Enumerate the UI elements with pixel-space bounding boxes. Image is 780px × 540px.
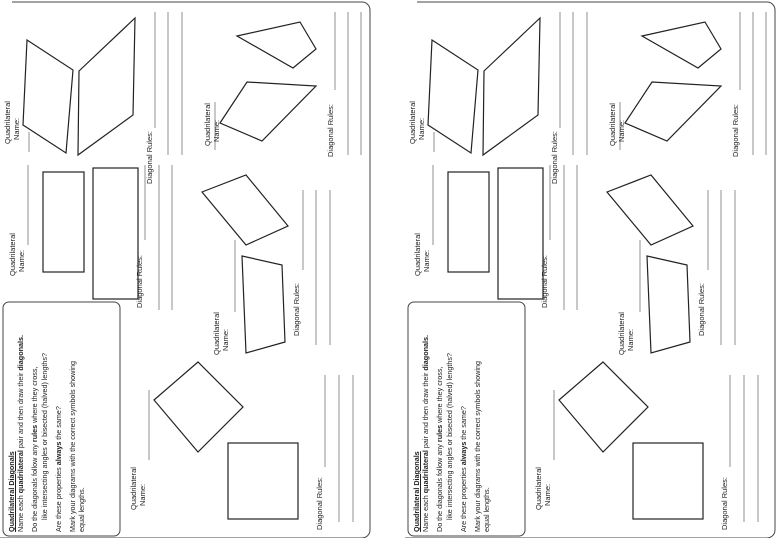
rules-writing-lines (145, 12, 361, 522)
parallelogram-shape (483, 18, 540, 155)
quadrilateral-name-label: Quadrilateral Name: (129, 467, 147, 510)
kite-shape (642, 22, 721, 68)
instructions-text: Quadrilateral Diagonals Name each quadrilateral pair and then draw their diagonals. Do the diagonals follow any rules where they cross, like intersecting angles or bisected (halved) lengths? Are these properties always the same? Mark your diagrams with the correct symbols showing equal lengths. (7, 335, 87, 532)
rectangle-shape (498, 168, 543, 299)
kite-shape (220, 82, 316, 141)
rectangle-shape (43, 172, 84, 272)
square-shape (228, 443, 298, 519)
quadrilateral-name-label: Quadrilateral Name: (8, 233, 26, 276)
instructions-text: Quadrilateral Diagonals Name each quadrilateral pair and then draw their diagonals. Do the diagonals follow any rules where they cross, like intersecting angles or bisected (halved) lengths? Are these properties always the same? Mark your diagrams with the correct symbols showing equal lengths. (412, 335, 492, 532)
square-shape (154, 362, 243, 452)
rectangle-shape (93, 168, 138, 299)
parallelogram-shape (23, 40, 73, 153)
diagonal-rules-label: Diagonal Rules: (135, 255, 144, 308)
rectangle-shape (448, 172, 489, 272)
diagonal-rules-label: Diagonal Rules: (292, 283, 301, 336)
diagonal-rules-label: Diagonal Rules: (315, 477, 324, 530)
diagonal-rules-label: Diagonal Rules: (720, 477, 729, 530)
parallelogram-shape (428, 40, 478, 153)
rhombus-shape (202, 175, 288, 245)
diagonal-rules-label: Diagonal Rules: (326, 104, 335, 157)
quadrilateral-name-label: Quadrilateral Name: (617, 312, 635, 355)
diagonal-rules-label: Diagonal Rules: (697, 283, 706, 336)
square-shape (633, 443, 703, 519)
kite-shape (237, 22, 316, 68)
quadrilateral-name-label: Quadrilateral Name: (413, 233, 431, 276)
quadrilateral-name-label: Quadrilateral Name: (408, 101, 426, 144)
rules-writing-lines (550, 12, 766, 522)
square-shape (559, 362, 648, 452)
quadrilateral-name-label: Quadrilateral Name: (534, 467, 552, 510)
diagonal-rules-label: Diagonal Rules: (540, 255, 549, 308)
trapezium-shape (647, 256, 690, 353)
worksheet-right (405, 0, 778, 538)
diagonal-rules-label: Diagonal Rules: (550, 131, 559, 184)
worksheet-title: Quadrilateral Diagonals (412, 451, 421, 532)
parallelogram-shape (78, 18, 135, 155)
kite-shape (625, 82, 721, 141)
trapezium-shape (242, 256, 285, 353)
worksheet-left (0, 0, 373, 538)
diagonal-rules-label: Diagonal Rules: (145, 131, 154, 184)
quadrilateral-name-label: Quadrilateral Name: (608, 103, 626, 146)
worksheet-title: Quadrilateral Diagonals (7, 451, 16, 532)
rhombus-shape (607, 175, 693, 245)
quadrilateral-name-label: Quadrilateral Name: (3, 101, 21, 144)
quadrilateral-name-label: Quadrilateral Name: (203, 103, 221, 146)
diagonal-rules-label: Diagonal Rules: (731, 104, 740, 157)
quadrilateral-name-label: Quadrilateral Name: (212, 312, 230, 355)
